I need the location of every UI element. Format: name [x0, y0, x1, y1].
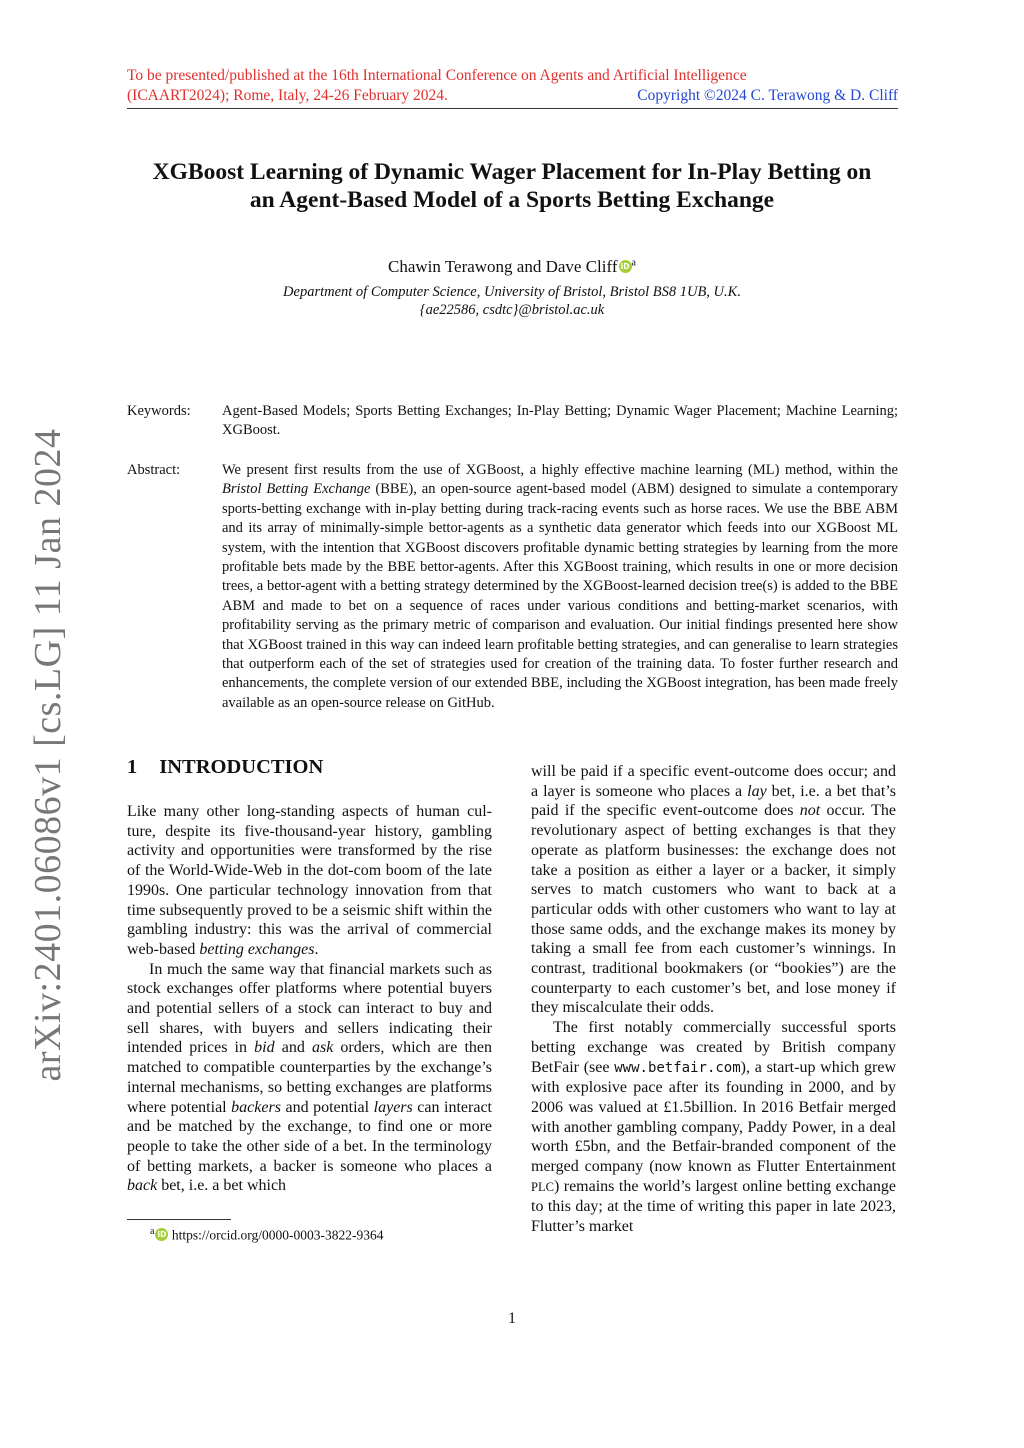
- text-run: and potential: [280, 1098, 374, 1116]
- emphasis: not: [799, 802, 821, 820]
- text-run: .: [314, 940, 319, 958]
- text-run: occur. The revolutionary aspect of betting exchanges is that they operate as platform businesses: the exchange does not take a position as either a layer or a backer, it simply serves to match customers who want to back at a particular odds with other customers who want to lay at those same odds, and the exchange makes its money by taking a small fee from each customer’s winnings. In contrast, traditional bookmakers (or “bookies”) are the counterparty to each customer’s bet, and lose money if they miscalculate their odds.: [531, 802, 897, 1017]
- affiliation: Department of Computer Science, University of Bristol, Bristol BS8 1UB, U.K.: [283, 284, 741, 300]
- copyright-notice: Copyright ©2024 C. Terawong & D. Cliff: [637, 87, 898, 104]
- conference-notice-line2: (ICAART2024); Rome, Italy, 24-26 February 2024.: [127, 87, 448, 104]
- paragraph: [531, 762, 896, 1018]
- author-list: [0, 257, 1024, 277]
- emphasis: betting exchanges: [199, 940, 315, 958]
- abstract-text-part: We present first results from the use of XGBoost, a highly effective machine learning (ML) method, within the: [222, 462, 898, 478]
- abstract-text: [222, 461, 898, 713]
- text-run: ) remains the world’s largest online betting exchange to this day; at the time of writing this paper in late 2023, Flutter’s market: [531, 1177, 896, 1236]
- text-run: can interact and be matched by the exchange, to find one or more people to take the other side of a bet. In the terminology of betting markets, a backer is someone who places a: [127, 1098, 493, 1175]
- right-column: [531, 762, 896, 1237]
- section-title: INTRODUCTION: [159, 756, 324, 778]
- paper-title: [100, 158, 924, 214]
- author-email: {ae22586, csdtc}@bristol.ac.uk: [419, 302, 605, 318]
- author-names: Chawin Terawong and Dave Cliff: [388, 257, 618, 276]
- betfair-link[interactable]: www.betfair.com: [614, 1059, 741, 1076]
- paragraph: [127, 802, 492, 960]
- header-divider: [127, 108, 898, 109]
- abstract-section: [127, 461, 898, 713]
- text-run: bet, i.e. a bet which: [157, 1177, 287, 1195]
- page-number: 1: [508, 1310, 516, 1327]
- keywords-section: [127, 402, 898, 441]
- keywords-text: Agent-Based Models; Sports Betting Exchanges; In-Play Betting; Dynamic Wager Placement; Machine Learning; XGBoost.: [222, 403, 898, 439]
- emphasis: ask: [311, 1039, 334, 1057]
- emphasis: layers: [373, 1098, 413, 1116]
- arxiv-identifier: arXiv:2401.06086v1 [cs.LG] 11 Jan 2024: [27, 428, 69, 1082]
- section-number: 1: [127, 756, 138, 778]
- paper-title-line2: an Agent-Based Model of a Sports Betting Exchange: [249, 187, 775, 213]
- text-run: The first notably commercially successful sports betting exchange was created by British company BetFair (see: [531, 1019, 896, 1076]
- orcid-icon[interactable]: iD: [155, 1228, 168, 1241]
- small-caps: PLC: [531, 1179, 554, 1194]
- paragraph: [127, 960, 492, 1196]
- paper-title-line1: XGBoost Learning of Dynamic Wager Placement for In-Play Betting on: [152, 159, 872, 185]
- text-run: Like many other long-standing aspects of human culture, despite its five-thousand-year history, gambling activity and opportunities were transformed by the rise of the World-Wide-Web in the dot-com boom of the late 1990s. One particular technology innovation from that time subsequently proved to be a seismic shift within the gambling industry: this was the arrival of commercial web-based: [127, 803, 492, 958]
- abstract-text-part: (BBE), an open-source agent-based model (ABM) designed to simulate a contemporary sports-betting exchange with in-play betting during track-racing events such as horse races. We use the BBE ABM and its array of minimally-simple bettor-agents as a synthetic data generator which feeds into our XGBoost ML system, with the intention that XGBoost discovers profitable dynamic betting strategies by learning from the more profitable bets made by the BBE bettor-agents. After this XGBoost training, which results in one or more decision trees, a bettor-agent with a betting strategy determined by the XGBoost-learned decision tree(s) is added to the BBE ABM and made to bet on a sequence of races under various conditions and betting-market scenarios, with profitability serving as the primary metric of comparison and evaluation. Our initial findings presented here show that XGBoost trained in this way can indeed learn profitable betting strategies, and can generalise to learn strategies that outperform each of the set of strategies used for creation of the training data. To foster further research and enhancements, the complete version of our extended BBE, including the XGBoost integration, has been made freely available as an open-source release on GitHub.: [222, 481, 898, 711]
- section-heading: [127, 756, 323, 779]
- emphasis: back: [127, 1177, 158, 1195]
- emphasis: bid: [254, 1039, 275, 1057]
- text-run: bet, i.e. a bet that’s paid if the specific event-outcome does: [531, 782, 897, 820]
- conference-notice: [127, 66, 898, 106]
- footnote-marker: a: [150, 1226, 155, 1237]
- text-run: ), a start-up which grew with explosive pace after its founding in 2000, and by 2006 was valued at £1.5billion. In 2016 Betfair merged with another gambling company, Paddy Power, in a deal worth £5bn, and the Betfair-branded component of the merged company (now known as Flutter Entertainment: [531, 1058, 897, 1176]
- text-run: and: [274, 1039, 312, 1057]
- emphasis: lay: [747, 782, 767, 800]
- orcid-icon[interactable]: iD: [619, 260, 632, 273]
- text-run: orders, which are then matched to compatible counterparties by the exchange’s internal mechanisms, so betting exchanges are platforms where potential: [127, 1039, 492, 1116]
- text-run: In much the same way that financial markets such as stock exchanges offer platforms where potential buyers and potential sellers of a stock can interact to buy and sell shares, with buyers and sellers indicating their intended prices in: [127, 960, 492, 1057]
- keywords-label: Keywords:: [127, 403, 191, 419]
- orcid-marker: a: [631, 257, 636, 269]
- text-run: will be paid if a specific event-outcome does occur; and a layer is someone who places a: [531, 763, 896, 800]
- abstract-label: Abstract:: [127, 462, 181, 478]
- paragraph: [531, 1018, 896, 1237]
- footnote-divider: [127, 1219, 231, 1220]
- left-column: [127, 802, 492, 1196]
- conference-notice-line1: To be presented/published at the 16th International Conference on Agents and Artificial Intelligence: [127, 67, 747, 84]
- orcid-url[interactable]: https://orcid.org/0000-0003-3822-9364: [171, 1227, 384, 1243]
- emphasis: backers: [231, 1098, 281, 1116]
- footnote: [150, 1226, 383, 1244]
- abstract-emphasis: Bristol Betting Exchange: [222, 481, 371, 498]
